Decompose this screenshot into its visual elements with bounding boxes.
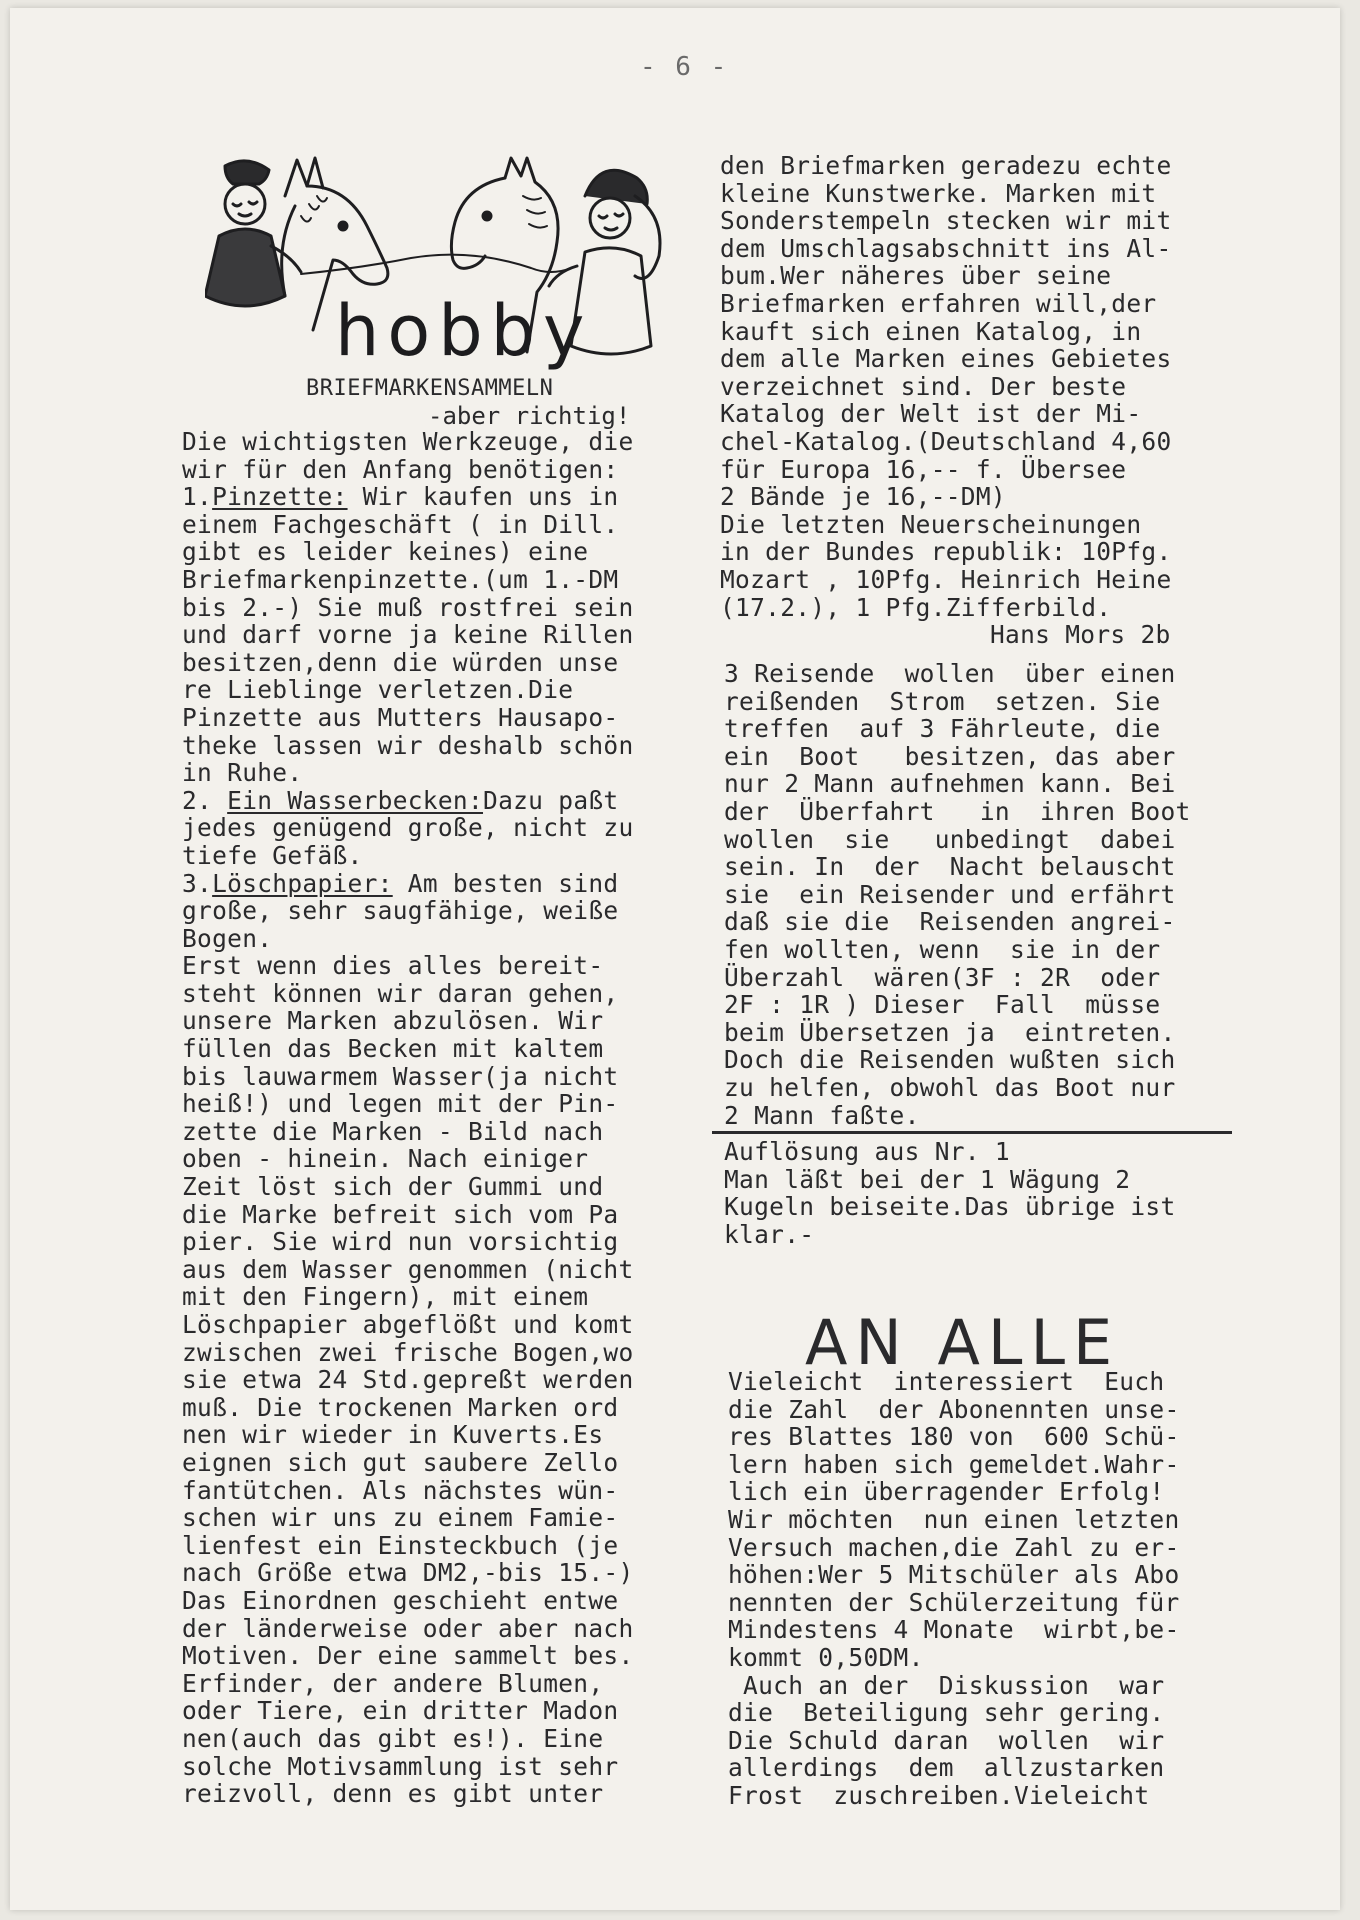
text-line: 3 Reisende wollen über einen bbox=[724, 659, 1176, 688]
text-line: Briefmarkenpinzette.(um 1.-DM bbox=[182, 564, 619, 594]
text-line: die Marke befreit sich vom Pa bbox=[182, 1199, 619, 1229]
text-line: steht können wir daran gehen, bbox=[182, 978, 619, 1008]
right-column-continuation bbox=[720, 152, 1240, 649]
text-line: Doch die Reisenden wußten sich bbox=[724, 1045, 1176, 1075]
text-line: mit den Fingern), mit einem bbox=[182, 1282, 589, 1312]
text-line: Motiven. Der eine sammelt bes. bbox=[182, 1641, 634, 1671]
text-line: heiß!) und legen mit der Pin- bbox=[182, 1089, 619, 1119]
text-line: Briefmarken erfahren will,der bbox=[720, 288, 1157, 318]
section-divider bbox=[712, 1131, 1232, 1134]
text-line: höhen:Wer 5 Mitschüler als Abo bbox=[728, 1560, 1180, 1590]
text-line: nur 2 Mann aufnehmen kann. Bei bbox=[724, 769, 1176, 799]
text-line: nach Größe etwa DM2,-bis 15.-) bbox=[182, 1558, 634, 1588]
tool-heading-pinzette: Pinzette: bbox=[212, 482, 348, 512]
text-line: besitzen,denn die würden unse bbox=[182, 647, 619, 677]
text-line: Die letzten Neuerscheinungen bbox=[720, 509, 1142, 539]
text-line: Erst wenn dies alles bereit- bbox=[182, 951, 604, 981]
text-line: sein. In der Nacht belauscht bbox=[724, 852, 1176, 882]
text-line: allerdings dem allzustarken bbox=[728, 1753, 1165, 1783]
text-line: Löschpapier abgeflößt und komt bbox=[182, 1310, 634, 1339]
text-line: muß. Die trockenen Marken ord bbox=[182, 1392, 619, 1422]
text-line: wollen sie unbedingt dabei bbox=[724, 824, 1176, 854]
text-line: dem alle Marken eines Gebietes bbox=[720, 344, 1172, 374]
text-line: reißenden Strom setzen. Sie bbox=[724, 686, 1161, 716]
text-line: bis 2.-) Sie muß rostfrei sein bbox=[182, 592, 634, 622]
text-line: die Beteiligung sehr gering. bbox=[728, 1698, 1165, 1728]
text-line: schen wir uns zu einem Famie- bbox=[182, 1503, 619, 1533]
text-line: füllen das Becken mit kaltem bbox=[182, 1034, 604, 1064]
text-line: nen wir wieder in Kuverts.Es bbox=[182, 1420, 604, 1450]
text-line: oben - hinein. Nach einiger bbox=[182, 1144, 589, 1174]
text-line: jedes genügend große, nicht zu bbox=[182, 813, 634, 843]
numbered-item-number: 3. bbox=[182, 868, 213, 898]
text-line: Versuch machen,die Zahl zu er- bbox=[728, 1532, 1180, 1562]
text-line: aus dem Wasser genommen (nicht bbox=[182, 1254, 634, 1284]
text-line: fen wollten, wenn sie in der bbox=[724, 934, 1161, 964]
text-line: eignen sich gut saubere Zello bbox=[182, 1447, 619, 1477]
answer-heading: Auflösung aus Nr. 1 bbox=[724, 1137, 1010, 1167]
text-line: treffen auf 3 Fährleute, die bbox=[724, 714, 1161, 744]
text-line: Vieleicht interessiert Euch bbox=[728, 1367, 1165, 1396]
text-line: nen(auch das gibt es!). Eine bbox=[182, 1723, 604, 1753]
text-line: Überzahl wären(3F : 2R oder bbox=[724, 962, 1161, 992]
text-line: oder Tiere, ein dritter Madon bbox=[182, 1696, 619, 1726]
text-line: Mozart , 10Pfg. Heinrich Heine bbox=[720, 564, 1172, 594]
numbered-item-number: 1. bbox=[182, 482, 213, 512]
text-line: theke lassen wir deshalb schön bbox=[182, 730, 634, 760]
text-line: 2 Bände je 16,--DM) bbox=[720, 482, 1006, 512]
hobby-logo-word: hobby bbox=[335, 290, 593, 372]
text-line bbox=[182, 870, 712, 898]
text-line: Frost zuschreiben.Vieleicht bbox=[728, 1780, 1150, 1810]
text-line: 2F : 1R ) Dieser Fall müsse bbox=[724, 990, 1161, 1020]
text-line: Sonderstempeln stecken wir mit bbox=[720, 206, 1172, 236]
text-line: Katalog der Welt ist der Mi- bbox=[720, 399, 1142, 429]
text-line: res Blattes 180 von 600 Schü- bbox=[728, 1422, 1180, 1452]
page-number: - 6 - bbox=[640, 52, 729, 82]
text-line: reizvoll, denn es gibt unter bbox=[182, 1779, 604, 1809]
text-line: zu helfen, obwohl das Boot nur bbox=[724, 1072, 1176, 1102]
text-line: beim Übersetzen ja eintreten. bbox=[724, 1017, 1176, 1047]
text-line: den Briefmarken geradezu echte bbox=[720, 151, 1172, 180]
left-column bbox=[182, 428, 712, 1808]
text-line: ein Boot besitzen, das aber bbox=[724, 741, 1176, 771]
an-alle-heading: AN ALLE bbox=[805, 1306, 1121, 1379]
text-line: unsere Marken abzulösen. Wir bbox=[182, 1006, 604, 1036]
text-line: Wir möchten nun einen letzten bbox=[728, 1504, 1180, 1534]
text-line: klar.- bbox=[724, 1219, 815, 1249]
text-line: dem Umschlagsabschnitt ins Al- bbox=[720, 233, 1172, 263]
text-line: bum.Wer näheres über seine bbox=[720, 261, 1112, 291]
text-line: sie ein Reisender und erfährt bbox=[724, 879, 1176, 909]
text-line: lich ein überragender Erfolg! bbox=[728, 1477, 1165, 1507]
text-line: der Überfahrt in ihren Boot bbox=[724, 796, 1191, 826]
article-subtitle: -aber richtig! bbox=[428, 402, 631, 430]
text-line: re Lieblinge verletzen.Die bbox=[182, 675, 574, 705]
text-line: sie etwa 24 Std.gepreßt werden bbox=[182, 1365, 634, 1395]
text-line: fantütchen. Als nächstes wün- bbox=[182, 1475, 619, 1505]
text-line: 2 Mann faßte. bbox=[724, 1100, 920, 1130]
text-fragment: Dazu paßt bbox=[483, 785, 619, 815]
text-line: Bogen. bbox=[182, 923, 273, 953]
text-line: Zeit löst sich der Gummi und bbox=[182, 1172, 604, 1202]
text-line bbox=[182, 787, 712, 815]
text-line: Mindestens 4 Monate wirbt,be- bbox=[728, 1615, 1180, 1645]
text-line: Pinzette aus Mutters Hausapo- bbox=[182, 702, 619, 732]
text-line: Man läßt bei der 1 Wägung 2 bbox=[724, 1164, 1131, 1194]
text-line: einem Fachgeschäft ( in Dill. bbox=[182, 509, 619, 539]
riddle-section bbox=[724, 660, 1244, 1248]
text-line: wir für den Anfang benötigen: bbox=[182, 454, 619, 484]
text-line: verzeichnet sind. Der beste bbox=[720, 371, 1127, 401]
text-line: bis lauwarmem Wasser(ja nicht bbox=[182, 1061, 619, 1091]
text-line: kauft sich einen Katalog, in bbox=[720, 316, 1142, 346]
author-signature: Hans Mors 2b bbox=[990, 620, 1171, 650]
text-line: für Europa 16,-- f. Übersee bbox=[720, 454, 1127, 484]
text-line: kleine Kunstwerke. Marken mit bbox=[720, 178, 1157, 208]
text-line: und darf vorne ja keine Rillen bbox=[182, 620, 634, 650]
text-line: (17.2.), 1 Pfg.Zifferbild. bbox=[720, 592, 1112, 622]
text-line: in Ruhe. bbox=[182, 758, 303, 788]
article-title: BRIEFMARKENSAMMELN bbox=[306, 376, 554, 401]
text-line: die Zahl der Abonennten unse- bbox=[728, 1394, 1180, 1424]
tool-heading-wasserbecken: Ein Wasserbecken: bbox=[227, 785, 484, 815]
text-line: tiefe Gefäß. bbox=[182, 840, 363, 870]
text-fragment: Am besten sind bbox=[392, 868, 619, 898]
text-line: Das Einordnen geschieht entwe bbox=[182, 1585, 619, 1615]
text-line: der länderweise oder aber nach bbox=[182, 1613, 634, 1643]
an-alle-section bbox=[728, 1368, 1248, 1810]
text-line: Kugeln beiseite.Das übrige ist bbox=[724, 1192, 1176, 1222]
numbered-item-number: 2. bbox=[182, 785, 228, 815]
text-line: chel-Katalog.(Deutschland 4,60 bbox=[720, 426, 1172, 456]
text-line: gibt es leider keines) eine bbox=[182, 537, 589, 567]
text-line: daß sie die Reisenden angrei- bbox=[724, 907, 1176, 937]
text-line: große, sehr saugfähige, weiße bbox=[182, 896, 619, 926]
text-line: solche Motivsammlung ist sehr bbox=[182, 1751, 619, 1781]
text-line: lern haben sich gemeldet.Wahr- bbox=[728, 1449, 1180, 1479]
text-line: lienfest ein Einsteckbuch (je bbox=[182, 1530, 619, 1560]
text-line: pier. Sie wird nun vorsichtig bbox=[182, 1227, 619, 1257]
text-line: nennten der Schülerzeitung für bbox=[728, 1587, 1180, 1617]
text-line: Die wichtigsten Werkzeuge, die bbox=[182, 427, 634, 456]
tool-heading-loeschpapier: Löschpapier: bbox=[212, 868, 393, 898]
text-line bbox=[182, 483, 712, 511]
text-line: Erfinder, der andere Blumen, bbox=[182, 1668, 604, 1698]
text-line: zwischen zwei frische Bogen,wo bbox=[182, 1337, 634, 1367]
text-fragment: Wir kaufen uns in bbox=[347, 482, 619, 512]
text-line: kommt 0,50DM. bbox=[728, 1642, 924, 1672]
text-line: zette die Marken - Bild nach bbox=[182, 1116, 604, 1146]
newspaper-page bbox=[10, 8, 1340, 1910]
text-line: Auch an der Diskussion war bbox=[728, 1670, 1165, 1700]
text-line: Die Schuld daran wollen wir bbox=[728, 1725, 1165, 1755]
text-line: in der Bundes republik: 10Pfg. bbox=[720, 537, 1172, 567]
